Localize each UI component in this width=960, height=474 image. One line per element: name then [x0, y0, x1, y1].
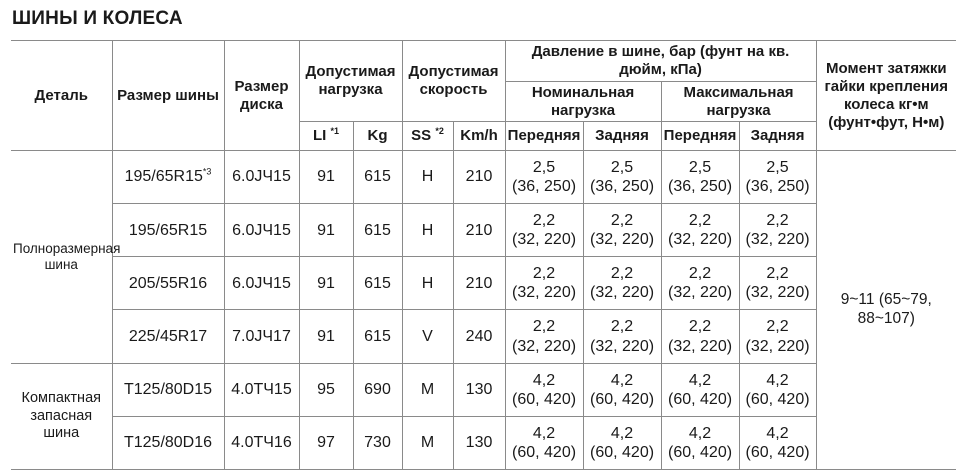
pressure-nominal-front: 2,2 (32, 220) — [505, 310, 583, 363]
pressure-nominal-rear: 4,2 (60, 420) — [583, 416, 661, 469]
header-li: LI $^{*1}$ — [299, 122, 353, 151]
ss-cell: H — [402, 151, 453, 204]
tire-footnote-mark: *3 — [202, 167, 212, 178]
header-load: Допустимая нагрузка — [299, 41, 402, 122]
pressure-max-rear: 2,2 (32, 220) — [739, 310, 816, 363]
li-cell: 91 — [299, 310, 353, 363]
header-kmh: Km/h — [453, 122, 505, 151]
pressure-nominal-front: 2,2 (32, 220) — [505, 204, 583, 257]
rim-size-cell: 7.0JЧ17 — [224, 310, 299, 363]
kg-cell: 615 — [353, 310, 402, 363]
ss-cell: H — [402, 257, 453, 310]
pressure-max-front: 2,2 (32, 220) — [661, 204, 739, 257]
header-pressure: Давление в шине, бар (фунт на кв. дюйм, кПа) — [505, 41, 816, 82]
rim-size-cell: 6.0JЧ15 — [224, 204, 299, 257]
ss-cell: M — [402, 416, 453, 469]
ss-cell: H — [402, 204, 453, 257]
pressure-max-rear: 2,2 (32, 220) — [739, 204, 816, 257]
rim-size-cell: 4.0TЧ15 — [224, 363, 299, 416]
pressure-nominal-front: 4,2 (60, 420) — [505, 363, 583, 416]
kmh-cell: 130 — [453, 416, 505, 469]
tire-size-cell: 205/55R16 — [112, 257, 224, 310]
pressure-max-front: 4,2 (60, 420) — [661, 416, 739, 469]
header-max-front: Передняя — [661, 122, 739, 151]
li-footnote-mark: *1 — [330, 126, 340, 136]
ss-footnote-mark: *2 — [435, 126, 444, 136]
pressure-max-rear: 2,2 (32, 220) — [739, 257, 816, 310]
pressure-max-rear: 4,2 (60, 420) — [739, 363, 816, 416]
rim-size-cell: 4.0TЧ16 — [224, 416, 299, 469]
header-kg: Kg — [353, 122, 402, 151]
rim-size-cell: 6.0JЧ15 — [224, 151, 299, 204]
header-speed: Допустимая скорость — [402, 41, 505, 122]
header-nominal-load: Номинальная нагрузка — [505, 82, 661, 122]
tire-size-cell: 225/45R17 — [112, 310, 224, 363]
tire-spec-table — [11, 40, 956, 470]
pressure-max-rear: 2,5 (36, 250) — [739, 151, 816, 204]
kmh-cell: 210 — [453, 257, 505, 310]
table-row — [11, 151, 956, 204]
header-rim-size: Размер диска — [224, 41, 299, 151]
table-row — [11, 257, 956, 310]
pressure-max-front: 2,2 (32, 220) — [661, 310, 739, 363]
pressure-nominal-rear: 4,2 (60, 420) — [583, 363, 661, 416]
pressure-nominal-front: 2,5 (36, 250) — [505, 151, 583, 204]
pressure-max-front: 2,5 (36, 250) — [661, 151, 739, 204]
kg-cell: 615 — [353, 257, 402, 310]
header-detail: Деталь — [11, 41, 112, 151]
ss-cell: M — [402, 363, 453, 416]
pressure-nominal-rear: 2,2 (32, 220) — [583, 257, 661, 310]
pressure-nominal-rear: 2,2 (32, 220) — [583, 204, 661, 257]
ss-cell: V — [402, 310, 453, 363]
torque-value: 9~11 (65~79, 88~107) — [816, 151, 956, 470]
pressure-max-front: 2,2 (32, 220) — [661, 257, 739, 310]
li-cell: 97 — [299, 416, 353, 469]
table-row — [11, 310, 956, 363]
header-max-load: Максимальная нагрузка — [661, 82, 816, 122]
kg-cell: 690 — [353, 363, 402, 416]
pressure-nominal-rear: 2,5 (36, 250) — [583, 151, 661, 204]
rim-size-cell: 6.0JЧ15 — [224, 257, 299, 310]
kg-cell: 730 — [353, 416, 402, 469]
kg-cell: 615 — [353, 204, 402, 257]
pressure-nominal-front: 4,2 (60, 420) — [505, 416, 583, 469]
kmh-cell: 210 — [453, 204, 505, 257]
pressure-max-rear: 4,2 (60, 420) — [739, 416, 816, 469]
table-row — [11, 416, 956, 469]
header-nominal-front: Передняя — [505, 122, 583, 151]
group-compact-spare-tire: Компактная запасная шина — [11, 363, 112, 469]
header-tire-size: Размер шины — [112, 41, 224, 151]
tire-size-cell: 195/65R15$^{*3}$ — [112, 151, 224, 204]
kmh-cell: 240 — [453, 310, 505, 363]
kmh-cell: 210 — [453, 151, 505, 204]
header-ss: SS $^{*2}$ — [402, 122, 453, 151]
kg-cell: 615 — [353, 151, 402, 204]
li-cell: 95 — [299, 363, 353, 416]
pressure-nominal-front: 2,2 (32, 220) — [505, 257, 583, 310]
header-nominal-rear: Задняя — [583, 122, 661, 151]
pressure-max-front: 4,2 (60, 420) — [661, 363, 739, 416]
group-full-size-tire: Полноразмерная шина — [11, 151, 112, 364]
table-row — [11, 204, 956, 257]
header-torque: Момент затяжки гайки крепления колеса кг•м (фунт•фут, Н•м) — [816, 41, 956, 151]
header-max-rear: Задняя — [739, 122, 816, 151]
li-cell: 91 — [299, 204, 353, 257]
tire-size-cell: T125/80D15 — [112, 363, 224, 416]
table-row — [11, 363, 956, 416]
page-title: ШИНЫ И КОЛЕСА — [12, 8, 183, 29]
pressure-nominal-rear: 2,2 (32, 220) — [583, 310, 661, 363]
tire-size-cell: T125/80D16 — [112, 416, 224, 469]
tire-size-cell: 195/65R15 — [112, 204, 224, 257]
kmh-cell: 130 — [453, 363, 505, 416]
li-cell: 91 — [299, 257, 353, 310]
li-cell: 91 — [299, 151, 353, 204]
